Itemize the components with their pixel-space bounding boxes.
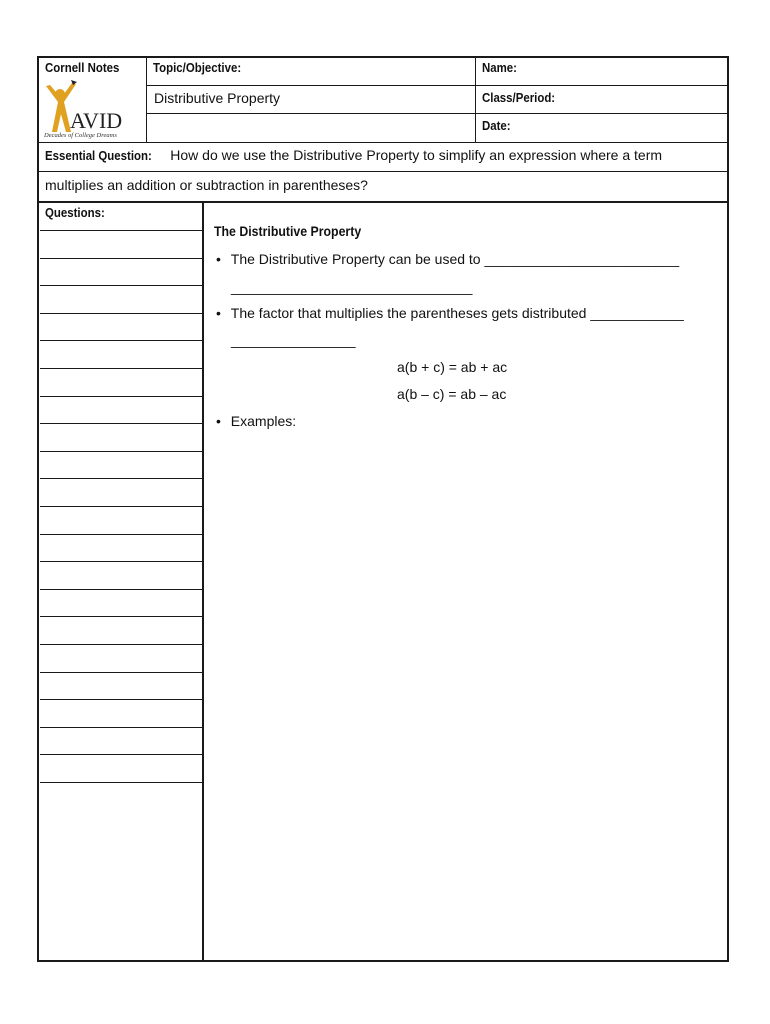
- date-label: Date:: [482, 118, 511, 133]
- notes-bullet-1-continuation: _______________________________: [231, 279, 473, 295]
- question-rule-line: [40, 672, 202, 673]
- question-rule-line: [40, 340, 202, 341]
- essential-question-label: Essential Question:: [45, 148, 152, 163]
- question-rule-line: [40, 589, 202, 590]
- bullet-dot-icon: •: [216, 305, 221, 321]
- question-rule-line: [40, 478, 202, 479]
- essential-bottom-line: [38, 201, 728, 203]
- notes-bullet-2-continuation: ________________: [231, 332, 356, 348]
- notes-bullet-1-text: The Distributive Property can be used to _________________________: [230, 251, 680, 267]
- notes-bullet-2: [216, 305, 684, 321]
- essential-question-text-1: How do we use the Distributive Property to simplify an expression where a term: [170, 147, 663, 163]
- header-divider-left: [146, 57, 147, 143]
- question-rule-line: [40, 313, 202, 314]
- class-period-label: Class/Period:: [482, 90, 556, 105]
- formula-subtraction: a(b – c) = ab – ac: [397, 386, 507, 402]
- question-rule-line: [40, 368, 202, 369]
- question-rule-line: [40, 451, 202, 452]
- topic-objective-label: Topic/Objective:: [153, 60, 242, 75]
- question-rule-line: [40, 644, 202, 645]
- avid-logo: [42, 80, 146, 144]
- notes-bullet-3: [216, 413, 296, 429]
- questions-column-divider: [202, 202, 204, 962]
- question-rule-line: [40, 423, 202, 424]
- bullet-dot-icon: •: [216, 413, 221, 429]
- question-rule-line: [40, 616, 202, 617]
- question-rule-line: [40, 534, 202, 535]
- question-rule-line: [40, 506, 202, 507]
- questions-label: Questions:: [45, 205, 105, 220]
- avid-logo-tagline: Decades of College Dreams: [44, 132, 117, 139]
- header-row-line-1: [147, 85, 728, 86]
- header-divider-right: [475, 57, 476, 143]
- question-rule-line: [40, 396, 202, 397]
- question-rule-line: [40, 699, 202, 700]
- essential-question-line-1: [45, 147, 662, 163]
- avid-logo-word: AVID: [70, 108, 123, 133]
- essential-question-line-2: multiplies an addition or subtraction in parentheses?: [45, 177, 368, 193]
- question-rule-line: [40, 782, 202, 783]
- notes-heading: The Distributive Property: [214, 223, 362, 239]
- notes-bullet-2-text: The factor that multiplies the parentheses gets distributed ____________: [230, 305, 684, 321]
- bullet-dot-icon: •: [216, 251, 221, 267]
- header-row-line-2: [147, 113, 728, 114]
- question-rule-line: [40, 258, 202, 259]
- notes-bullet-3-text: Examples:: [230, 413, 297, 429]
- question-rule-line: [40, 230, 202, 231]
- question-rule-line: [40, 561, 202, 562]
- name-label: Name:: [482, 60, 517, 75]
- topic-value: Distributive Property: [154, 90, 281, 106]
- question-rule-line: [40, 754, 202, 755]
- cornell-notes-label: Cornell Notes: [45, 60, 120, 75]
- question-rule-line: [40, 285, 202, 286]
- question-rule-line: [40, 727, 202, 728]
- notes-bullet-1: [216, 251, 679, 267]
- formula-addition: a(b + c) = ab + ac: [397, 359, 508, 375]
- essential-mid-line: [38, 171, 728, 172]
